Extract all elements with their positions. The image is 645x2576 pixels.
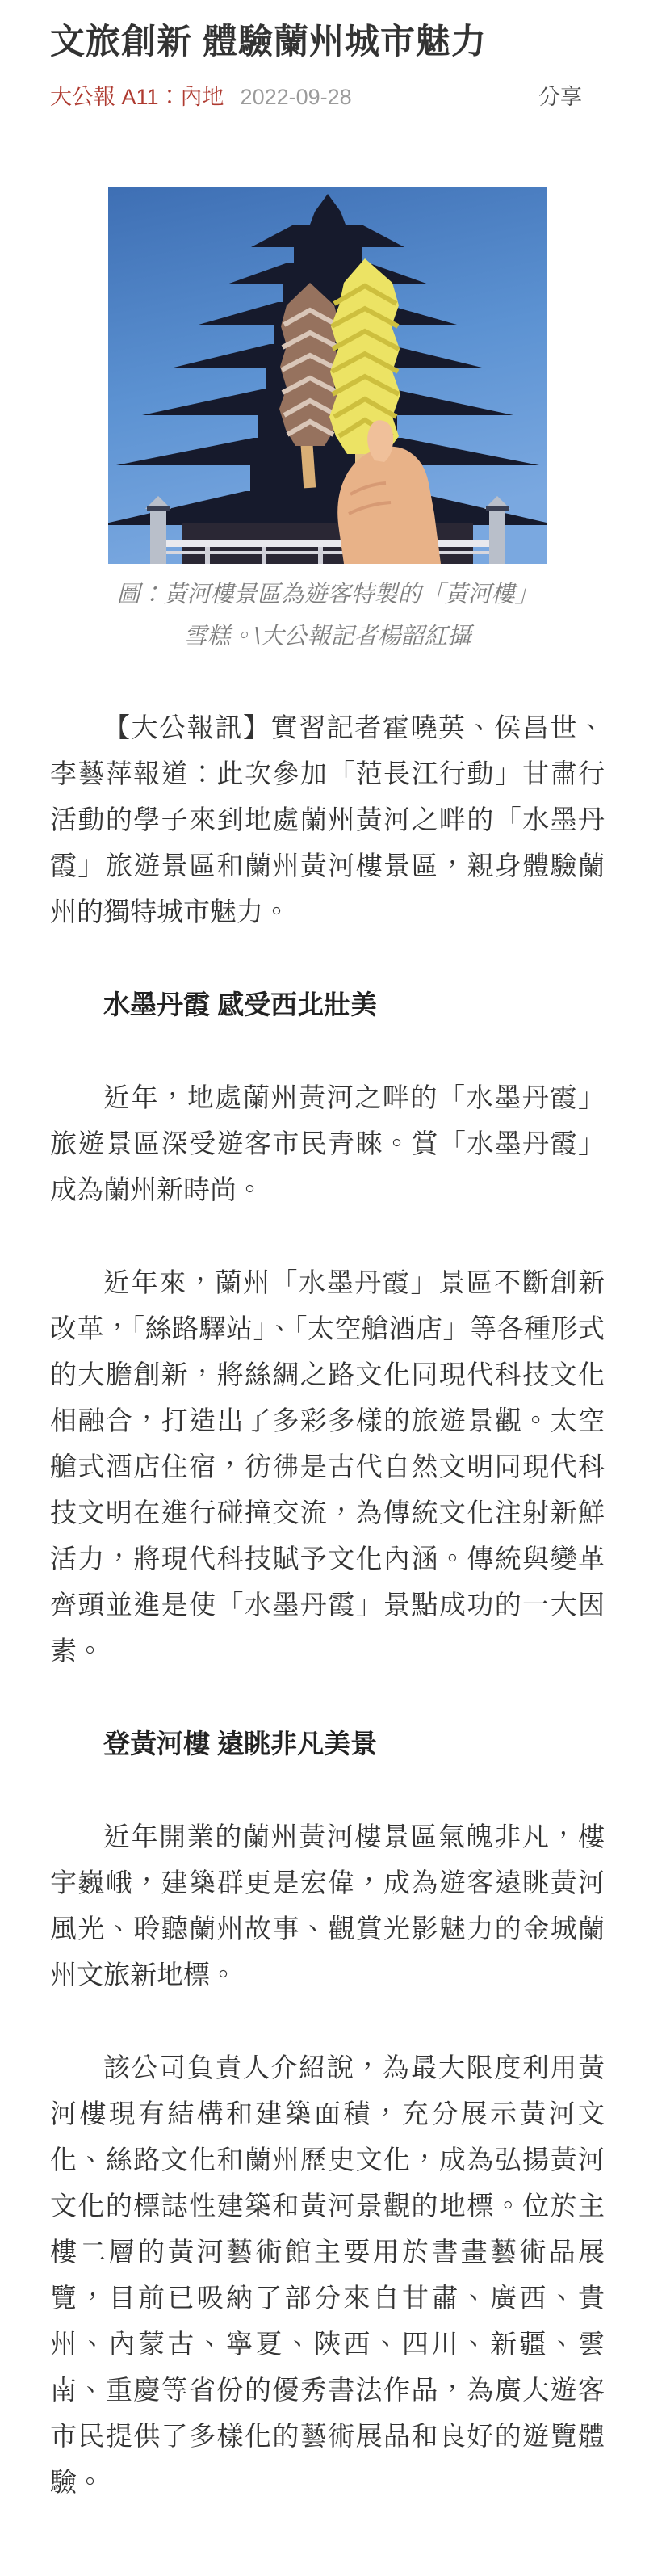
- article-page: [0, 21, 645, 2576]
- article-container: [0, 21, 645, 2576]
- article-paragraph: 該公司負責人介紹說，為最大限度利用黃河樓現有結構和建築面積，充分展示黃河文化、絲路文化和蘭州歷史文化，成為弘揚黃河文化的標誌性建築和黃河景觀的地標。位於主樓二層的黃河藝術館主要用於書畫藝術品展覽，目前已吸納了部分來自甘肅、廣西、貴州、內蒙古、寧夏、陝西、四川、新疆、雲南、重慶等省份的優秀書法作品，為廣大遊客市民提供了多樣化的藝術展品和良好的遊覽體驗。: [50, 2053, 605, 2498]
- article-meta: [50, 84, 605, 110]
- share-button[interactable]: 分享: [538, 84, 582, 109]
- article-paragraph: 近年來，蘭州「水墨丹霞」景區不斷創新改革，「絲路驛站」、「太空艙酒店」等各種形式的大膽創新，將絲綢之路文化同現代科技文化相融合，打造出了多彩多樣的旅遊景觀。太空艙式酒店住宿，彷彿是古代自然文明同現代科技文明在進行碰撞交流，為傳統文化注射新鮮活力，將現代科技賦予文化內涵。傳統與變革齊頭並進是使「水墨丹霞」景點成功的一大因素。: [50, 1267, 605, 1666]
- tower-base: [157, 523, 499, 564]
- article-paragraph: 【大公報訊】實習記者霍曉英、侯昌世、李藝萍報道：此次參加「范長江行動」甘肅行活動的學子來到地處蘭州黃河之畔的「水墨丹霞」旅遊景區和蘭州黃河樓景區，親身體驗蘭州的獨特城市魅力。: [50, 712, 605, 927]
- photo-figure: [108, 187, 547, 658]
- photo-caption: 圖：黃河樓景區為遊客特製的「黃河樓」雪糕。\大公報記者楊韶紅攝: [116, 582, 538, 650]
- article-paragraph: 近年開業的蘭州黃河樓景區氣魄非凡，樓宇巍峨，建築群更是宏偉，成為遊客遠眺黃河風光、聆聽蘭州故事、觀賞光影魅力的金城蘭州文旅新地標。: [50, 1822, 605, 1990]
- source-section-link[interactable]: 大公報 A11：內地: [50, 84, 224, 109]
- article-paragraph: 近年，地處蘭州黃河之畔的「水墨丹霞」旅遊景區深受遊客市民青睞。賞「水墨丹霞」成為蘭州新時尚。: [50, 1082, 605, 1205]
- section-subhead: 水墨丹霞 感受西北壯美: [103, 990, 378, 1020]
- page-title: 文旅創新 體驗蘭州城市魅力: [50, 23, 487, 61]
- section-subhead: 登黃河樓 遠眺非凡美景: [103, 1729, 378, 1759]
- publish-date: 2022-09-28: [240, 84, 352, 109]
- pagoda-icecream-photo: [108, 187, 547, 564]
- article-body: [50, 704, 605, 2505]
